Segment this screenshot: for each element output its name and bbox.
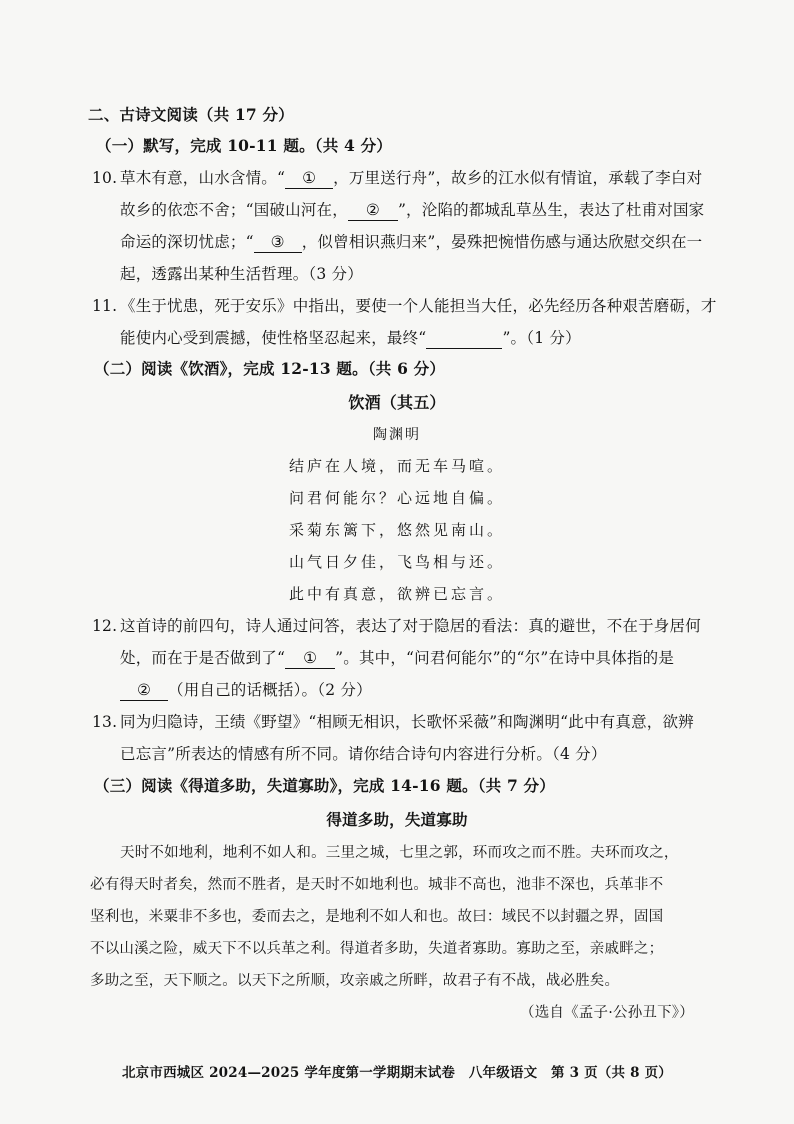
question-number: 10.: [92, 169, 118, 187]
question-text-line: [120, 647, 674, 669]
answer-blank: ①: [285, 169, 333, 189]
question-text-line: [120, 231, 702, 253]
question-text-line: [120, 199, 704, 221]
question-number: 11.: [92, 297, 118, 315]
text-segment: 命运的深切忧虑；“: [120, 233, 254, 251]
question-text-line: 起，透露出某种生活哲理。（3 分）: [120, 265, 363, 283]
essay-line: 必有得天时者矣，然而不胜者，是天时不如地利也。城非不高也，池非不深也，兵革非不: [90, 877, 664, 893]
text-segment: 处，而在于是否做到了“: [120, 649, 286, 667]
part-heading-2: （二）阅读《饮酒》，完成 12-13 题。（共 6 分）: [94, 359, 446, 378]
poem-line: 采菊东篱下，悠然见南山。: [288, 521, 505, 539]
text-segment: 能使内心受到震撼，使性格坚忍起来，最终“: [120, 329, 427, 347]
poem-line: 山气日夕佳，飞鸟相与还。: [288, 553, 505, 571]
answer-blank: ③: [254, 233, 302, 253]
answer-blank: ②: [348, 201, 398, 221]
question-text-line: 已忘言”所表达的情感有所不同。请你结合诗句内容进行分析。（4 分）: [120, 745, 607, 763]
text-segment: ”。其中，“问君何能尔”的“尔”在诗中具体指的是: [335, 649, 675, 667]
question-text-line: 《生于忧患，死于安乐》中指出，要使一个人能担当大任，必先经历各种艰苦磨砺，才: [120, 297, 717, 315]
text-segment: （用自己的话概括）。（2 分）: [168, 681, 372, 699]
poem-line: 此中有真意，欲辨已忘言。: [288, 585, 505, 603]
essay-line: 坚利也，米粟非不多也，委而去之，是地利不如人和也。故曰：域民不以封疆之界，固国: [90, 909, 664, 925]
poem-line: 问君何能尔？心远地自偏。: [288, 489, 505, 507]
question-number: 13.: [92, 713, 118, 731]
question-text-line: [120, 167, 702, 189]
section-heading: 二、古诗文阅读（共 17 分）: [88, 105, 294, 124]
essay-line: 多助之至，天下顺之。以天下之所顺，攻亲戚之所畔，故君子有不战，战必胜矣。: [90, 973, 620, 989]
text-segment: ”，沦陷的都城乱草丛生，表达了杜甫对国家: [397, 201, 705, 219]
poem-author: 陶渊明: [373, 427, 421, 443]
question-text-line: 这首诗的前四句，诗人通过问答，表达了对于隐居的看法：真的避世，不在于身居何: [120, 617, 701, 635]
question-text-line: [120, 327, 581, 349]
part-heading-1: （一）默写，完成 10-11 题。（共 4 分）: [96, 136, 392, 155]
poem-line: 结庐在人境，而无车马喧。: [288, 457, 505, 475]
poem-title: 饮酒（其五）: [348, 393, 446, 412]
essay-title: 得道多助，失道寡助: [326, 811, 468, 829]
question-number: 12.: [92, 617, 118, 635]
part-heading-3: （三）阅读《得道多助，失道寡助》，完成 14-16 题。（共 7 分）: [94, 776, 555, 795]
essay-line: 不以山溪之险，威天下不以兵革之利。得道者多助，失道者寡助。寡助之至，亲戚畔之；: [90, 941, 664, 957]
text-segment: ，似曾相识燕归来”，晏殊把惋惜伤感与通达欣慰交织在一: [301, 233, 703, 251]
page-footer: 北京市西城区 2024—2025 学年度第一学期期末试卷 八年级语文 第 3 页（共 8 页）: [121, 1065, 673, 1081]
question-text-line: 同为归隐诗，王绩《野望》“相顾无相识，长歌怀采薇”和陶渊明“此中有真意，欲辨: [120, 713, 694, 731]
essay-line: 天时不如地利，地利不如人和。三里之城，七里之郭，环而攻之而不胜。夫环而攻之，: [120, 845, 679, 861]
question-text-line: [120, 679, 372, 701]
text-segment: ，万里送行舟”，故乡的江水似有情谊，承载了李白对: [333, 169, 703, 187]
answer-blank: [426, 329, 502, 349]
text-segment: ”。（1 分）: [502, 329, 581, 347]
answer-blank: ①: [285, 649, 335, 669]
text-segment: 故乡的依恋不舍；“国破山河在，: [120, 201, 348, 219]
essay-source: （选自《孟子·公孙丑下》）: [520, 1005, 694, 1021]
text-segment: 草木有意，山水含情。“: [120, 169, 286, 187]
answer-blank: ②: [120, 681, 168, 701]
